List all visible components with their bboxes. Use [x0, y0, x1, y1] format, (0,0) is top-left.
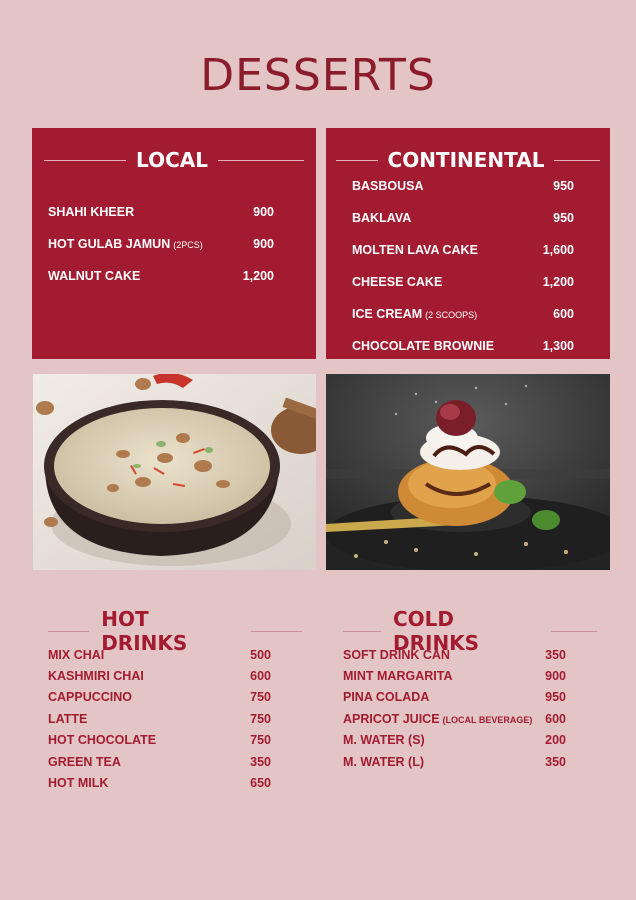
item-price: 1,200	[542, 275, 574, 289]
item-note: (2PCS)	[173, 240, 203, 250]
item-name: WALNUT CAKE	[48, 269, 141, 283]
item-name: SHAHI KHEER	[48, 205, 135, 219]
menu-item	[352, 211, 574, 225]
item-note: (LOCAL BEVERAGE)	[442, 715, 533, 725]
item-price: 600	[545, 712, 566, 726]
continental-panel	[326, 128, 610, 359]
item-price: 900	[253, 237, 274, 251]
page-title: DESSERTS	[200, 50, 436, 101]
item-price: 500	[250, 648, 271, 662]
item-price: 1,300	[542, 339, 574, 353]
item-name: M. WATER (L)	[343, 755, 424, 769]
local-panel	[32, 128, 316, 359]
item-name: APRICOT JUICE (LOCAL BEVERAGE)	[343, 712, 533, 726]
item-name: GREEN TEA	[48, 755, 121, 769]
item-price: 600	[553, 307, 574, 321]
item-price: 200	[545, 733, 566, 747]
heading-rule	[48, 631, 89, 632]
cold-drinks-heading-text: COLD DRINKS	[393, 607, 480, 655]
item-price: 900	[545, 669, 566, 683]
item-name: LATTE	[48, 712, 88, 726]
heading-rule	[251, 631, 302, 632]
item-name: HOT CHOCOLATE	[48, 733, 157, 747]
item-name: MINT MARGARITA	[343, 669, 453, 683]
heading-rule	[218, 160, 304, 161]
kheer-photo	[33, 374, 316, 570]
menu-item	[48, 776, 271, 790]
local-heading-text: LOCAL	[136, 148, 208, 172]
item-price: 350	[545, 755, 566, 769]
item-price: 650	[250, 776, 271, 790]
local-heading	[32, 148, 316, 172]
heading-rule	[343, 631, 381, 632]
heading-rule	[336, 160, 378, 161]
menu-item	[343, 733, 566, 747]
item-note: (2 SCOOPS)	[425, 310, 478, 320]
item-price: 950	[553, 211, 574, 225]
lava-cake-photo	[326, 374, 610, 570]
item-price: 1,600	[542, 243, 574, 257]
item-name: M. WATER (S)	[343, 733, 425, 747]
menu-item	[48, 712, 271, 726]
menu-item	[343, 755, 566, 769]
item-name: SOFT DRINK CAN	[343, 648, 450, 662]
item-name: MOLTEN LAVA CAKE	[352, 243, 478, 257]
kheer-bowl-illustration	[33, 374, 316, 570]
item-name: MIX CHAI	[48, 648, 105, 662]
item-price: 350	[250, 755, 271, 769]
menu-item	[48, 269, 274, 283]
item-price: 1,200	[242, 269, 274, 283]
menu-item	[343, 690, 566, 704]
menu-item	[48, 205, 274, 219]
menu-item	[48, 237, 274, 251]
item-name: HOT GULAB JAMUN (2PCS)	[48, 237, 203, 251]
item-name: KASHMIRI CHAI	[48, 669, 144, 683]
menu-item	[352, 307, 574, 321]
item-price: 750	[250, 690, 271, 704]
continental-heading-text: CONTINENTAL	[387, 148, 545, 172]
item-price: 750	[250, 712, 271, 726]
continental-heading	[326, 148, 610, 172]
item-name: CHEESE CAKE	[352, 275, 443, 289]
heading-rule	[554, 160, 600, 161]
item-price: 350	[545, 648, 566, 662]
item-price: 950	[545, 690, 566, 704]
menu-item	[48, 733, 271, 747]
menu-item	[352, 179, 574, 193]
heading-rule	[44, 160, 126, 161]
item-name: ICE CREAM (2 SCOOPS)	[352, 307, 478, 321]
menu-item	[352, 275, 574, 289]
item-name: CAPPUCCINO	[48, 690, 133, 704]
item-price: 600	[250, 669, 271, 683]
heading-rule	[551, 631, 597, 632]
menu-item	[48, 690, 271, 704]
menu-item	[343, 669, 566, 683]
menu-item	[352, 339, 574, 353]
menu-item	[48, 755, 271, 769]
item-name: CHOCOLATE BROWNIE	[352, 339, 495, 353]
menu-item	[343, 712, 566, 726]
menu-item	[48, 648, 271, 662]
menu-item	[48, 669, 271, 683]
item-price: 750	[250, 733, 271, 747]
menu-item	[343, 648, 566, 662]
item-price: 950	[553, 179, 574, 193]
item-price: 900	[253, 205, 274, 219]
item-name: BASBOUSA	[352, 179, 424, 193]
item-name: BAKLAVA	[352, 211, 412, 225]
hot-drinks-heading-text: HOT DRINKS	[101, 607, 188, 655]
item-name: PINA COLADA	[343, 690, 430, 704]
lava-cake-illustration	[326, 374, 610, 570]
menu-item	[352, 243, 574, 257]
item-name: HOT MILK	[48, 776, 109, 790]
